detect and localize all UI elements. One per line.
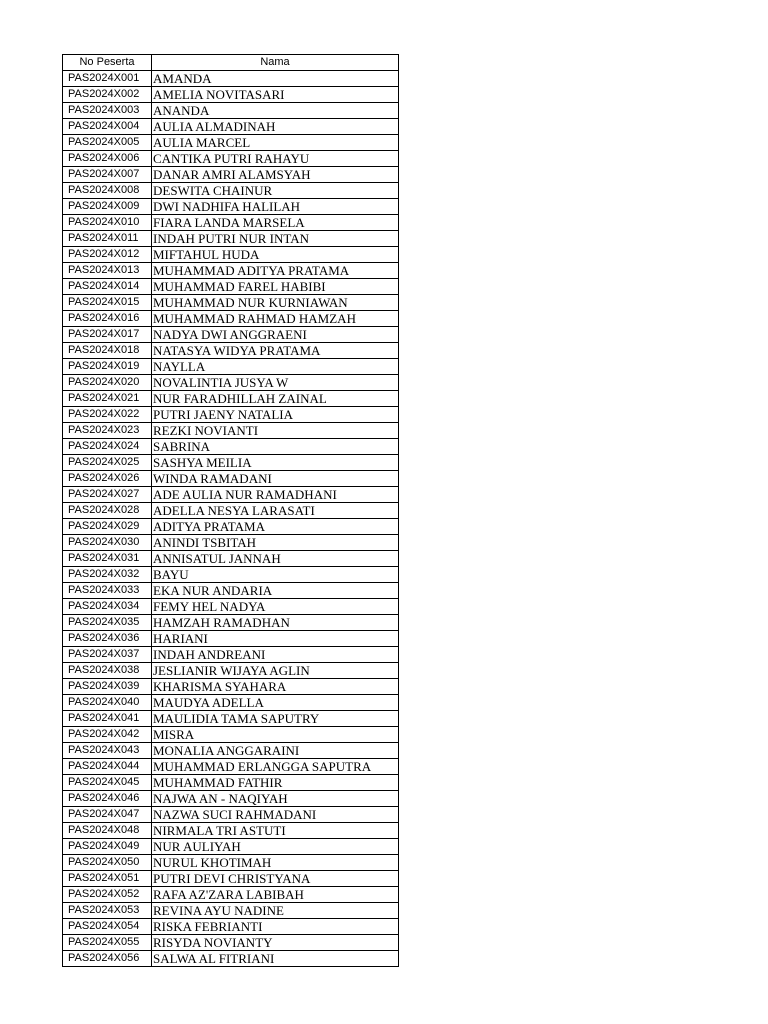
cell-nama: REZKI NOVIANTI [152, 423, 399, 439]
cell-no-peserta: PAS2024X024 [63, 439, 152, 455]
cell-no-peserta: PAS2024X056 [63, 951, 152, 967]
cell-nama: MUHAMMAD ERLANGGA SAPUTRA [152, 759, 399, 775]
cell-no-peserta: PAS2024X022 [63, 407, 152, 423]
cell-nama: MUHAMMAD ADITYA PRATAMA [152, 263, 399, 279]
cell-no-peserta: PAS2024X052 [63, 887, 152, 903]
table-row [63, 583, 399, 599]
cell-nama: MUHAMMAD FAREL HABIBI [152, 279, 399, 295]
table-row [63, 231, 399, 247]
cell-nama: MAUDYA ADELLA [152, 695, 399, 711]
cell-no-peserta: PAS2024X029 [63, 519, 152, 535]
cell-nama: ADITYA PRATAMA [152, 519, 399, 535]
cell-no-peserta: PAS2024X009 [63, 199, 152, 215]
cell-no-peserta: PAS2024X005 [63, 135, 152, 151]
cell-nama: BAYU [152, 567, 399, 583]
cell-no-peserta: PAS2024X004 [63, 119, 152, 135]
table-row [63, 519, 399, 535]
table-row [63, 615, 399, 631]
cell-no-peserta: PAS2024X036 [63, 631, 152, 647]
table-row [63, 167, 399, 183]
table-row [63, 871, 399, 887]
cell-nama: RAFA AZ'ZARA LABIBAH [152, 887, 399, 903]
table-row [63, 855, 399, 871]
cell-no-peserta: PAS2024X044 [63, 759, 152, 775]
cell-nama: INDAH ANDREANI [152, 647, 399, 663]
table-row [63, 631, 399, 647]
cell-no-peserta: PAS2024X018 [63, 343, 152, 359]
cell-no-peserta: PAS2024X041 [63, 711, 152, 727]
cell-nama: REVINA AYU NADINE [152, 903, 399, 919]
cell-no-peserta: PAS2024X049 [63, 839, 152, 855]
table-row [63, 279, 399, 295]
table-row [63, 295, 399, 311]
cell-no-peserta: PAS2024X016 [63, 311, 152, 327]
cell-nama: CANTIKA PUTRI RAHAYU [152, 151, 399, 167]
cell-no-peserta: PAS2024X028 [63, 503, 152, 519]
cell-no-peserta: PAS2024X053 [63, 903, 152, 919]
table-row [63, 343, 399, 359]
cell-no-peserta: PAS2024X045 [63, 775, 152, 791]
table-row [63, 311, 399, 327]
cell-nama: ANANDA [152, 103, 399, 119]
cell-nama: PUTRI JAENY NATALIA [152, 407, 399, 423]
cell-nama: DESWITA CHAINUR [152, 183, 399, 199]
header-row [63, 55, 399, 71]
cell-no-peserta: PAS2024X011 [63, 231, 152, 247]
cell-nama: AULIA ALMADINAH [152, 119, 399, 135]
table-row [63, 471, 399, 487]
table-row [63, 567, 399, 583]
cell-nama: NAJWA AN - NAQIYAH [152, 791, 399, 807]
cell-nama: MUHAMMAD RAHMAD HAMZAH [152, 311, 399, 327]
cell-no-peserta: PAS2024X017 [63, 327, 152, 343]
cell-nama: NOVALINTIA JUSYA W [152, 375, 399, 391]
cell-no-peserta: PAS2024X042 [63, 727, 152, 743]
table-row [63, 151, 399, 167]
table-row [63, 391, 399, 407]
table-row [63, 455, 399, 471]
cell-nama: NUR FARADHILLAH ZAINAL [152, 391, 399, 407]
table-row [63, 647, 399, 663]
table-row [63, 439, 399, 455]
cell-nama: ADE AULIA NUR RAMADHANI [152, 487, 399, 503]
cell-no-peserta: PAS2024X008 [63, 183, 152, 199]
cell-no-peserta: PAS2024X033 [63, 583, 152, 599]
table-row [63, 887, 399, 903]
table-row [63, 535, 399, 551]
table-row [63, 551, 399, 567]
cell-no-peserta: PAS2024X032 [63, 567, 152, 583]
cell-nama: SASHYA MEILIA [152, 455, 399, 471]
cell-nama: MAULIDIA TAMA SAPUTRY [152, 711, 399, 727]
cell-nama: RISKA FEBRIANTI [152, 919, 399, 935]
table-row [63, 407, 399, 423]
table-row [63, 807, 399, 823]
cell-no-peserta: PAS2024X054 [63, 919, 152, 935]
table-row [63, 119, 399, 135]
cell-no-peserta: PAS2024X015 [63, 295, 152, 311]
cell-nama: AMELIA NOVITASARI [152, 87, 399, 103]
table-row [63, 935, 399, 951]
cell-no-peserta: PAS2024X012 [63, 247, 152, 263]
cell-nama: PUTRI DEVI CHRISTYANA [152, 871, 399, 887]
table-row [63, 263, 399, 279]
cell-no-peserta: PAS2024X038 [63, 663, 152, 679]
cell-nama: NADYA DWI ANGGRAENI [152, 327, 399, 343]
table-row [63, 487, 399, 503]
cell-nama: JESLIANIR WIJAYA AGLIN [152, 663, 399, 679]
cell-nama: ANNISATUL JANNAH [152, 551, 399, 567]
table-row [63, 759, 399, 775]
cell-no-peserta: PAS2024X014 [63, 279, 152, 295]
cell-nama: NURUL KHOTIMAH [152, 855, 399, 871]
table-row [63, 823, 399, 839]
cell-no-peserta: PAS2024X021 [63, 391, 152, 407]
table-row [63, 775, 399, 791]
cell-nama: NIRMALA TRI ASTUTI [152, 823, 399, 839]
cell-nama: WINDA RAMADANI [152, 471, 399, 487]
cell-nama: AULIA MARCEL [152, 135, 399, 151]
cell-no-peserta: PAS2024X001 [63, 71, 152, 87]
header-no-peserta: No Peserta [63, 55, 152, 71]
table-row [63, 727, 399, 743]
table-row [63, 359, 399, 375]
cell-no-peserta: PAS2024X046 [63, 791, 152, 807]
cell-nama: INDAH PUTRI NUR INTAN [152, 231, 399, 247]
cell-no-peserta: PAS2024X013 [63, 263, 152, 279]
cell-nama: HARIANI [152, 631, 399, 647]
cell-no-peserta: PAS2024X023 [63, 423, 152, 439]
cell-nama: NAYLLA [152, 359, 399, 375]
header-nama: Nama [152, 55, 399, 71]
cell-no-peserta: PAS2024X007 [63, 167, 152, 183]
cell-nama: DWI NADHIFA HALILAH [152, 199, 399, 215]
table-row [63, 919, 399, 935]
cell-nama: ADELLA NESYA LARASATI [152, 503, 399, 519]
cell-nama: FEMY HEL NADYA [152, 599, 399, 615]
table-row [63, 183, 399, 199]
cell-no-peserta: PAS2024X031 [63, 551, 152, 567]
table-row [63, 375, 399, 391]
table-row [63, 135, 399, 151]
table-row [63, 423, 399, 439]
cell-no-peserta: PAS2024X048 [63, 823, 152, 839]
cell-nama: MONALIA ANGGARAINI [152, 743, 399, 759]
cell-nama: SALWA AL FITRIANI [152, 951, 399, 967]
cell-no-peserta: PAS2024X051 [63, 871, 152, 887]
cell-nama: RISYDA NOVIANTY [152, 935, 399, 951]
cell-no-peserta: PAS2024X037 [63, 647, 152, 663]
cell-no-peserta: PAS2024X047 [63, 807, 152, 823]
cell-no-peserta: PAS2024X039 [63, 679, 152, 695]
cell-nama: MISRA [152, 727, 399, 743]
cell-nama: NUR AULIYAH [152, 839, 399, 855]
cell-nama: EKA NUR ANDARIA [152, 583, 399, 599]
cell-nama: MUHAMMAD NUR KURNIAWAN [152, 295, 399, 311]
cell-no-peserta: PAS2024X002 [63, 87, 152, 103]
cell-no-peserta: PAS2024X003 [63, 103, 152, 119]
table-row [63, 903, 399, 919]
table-row [63, 327, 399, 343]
table-row [63, 663, 399, 679]
cell-nama: DANAR AMRI ALAMSYAH [152, 167, 399, 183]
table-row [63, 503, 399, 519]
table-row [63, 71, 399, 87]
table-row [63, 87, 399, 103]
cell-nama: MUHAMMAD FATHIR [152, 775, 399, 791]
cell-no-peserta: PAS2024X050 [63, 855, 152, 871]
cell-nama: NATASYA WIDYA PRATAMA [152, 343, 399, 359]
cell-nama: AMANDA [152, 71, 399, 87]
participant-table [62, 54, 399, 967]
table-row [63, 599, 399, 615]
cell-no-peserta: PAS2024X020 [63, 375, 152, 391]
cell-no-peserta: PAS2024X043 [63, 743, 152, 759]
table-row [63, 215, 399, 231]
table-row [63, 199, 399, 215]
cell-no-peserta: PAS2024X027 [63, 487, 152, 503]
cell-nama: SABRINA [152, 439, 399, 455]
cell-nama: FIARA LANDA MARSELA [152, 215, 399, 231]
cell-no-peserta: PAS2024X035 [63, 615, 152, 631]
cell-no-peserta: PAS2024X030 [63, 535, 152, 551]
cell-nama: ANINDI TSBITAH [152, 535, 399, 551]
table-row [63, 695, 399, 711]
cell-no-peserta: PAS2024X006 [63, 151, 152, 167]
cell-no-peserta: PAS2024X040 [63, 695, 152, 711]
table-row [63, 951, 399, 967]
cell-no-peserta: PAS2024X055 [63, 935, 152, 951]
cell-no-peserta: PAS2024X010 [63, 215, 152, 231]
table-row [63, 743, 399, 759]
cell-nama: HAMZAH RAMADHAN [152, 615, 399, 631]
table-row [63, 679, 399, 695]
table-row [63, 103, 399, 119]
cell-nama: NAZWA SUCI RAHMADANI [152, 807, 399, 823]
table-row [63, 791, 399, 807]
cell-no-peserta: PAS2024X019 [63, 359, 152, 375]
cell-nama: MIFTAHUL HUDA [152, 247, 399, 263]
cell-no-peserta: PAS2024X025 [63, 455, 152, 471]
table-row [63, 247, 399, 263]
table-row [63, 711, 399, 727]
cell-no-peserta: PAS2024X034 [63, 599, 152, 615]
table-row [63, 839, 399, 855]
cell-no-peserta: PAS2024X026 [63, 471, 152, 487]
cell-nama: KHARISMA SYAHARA [152, 679, 399, 695]
